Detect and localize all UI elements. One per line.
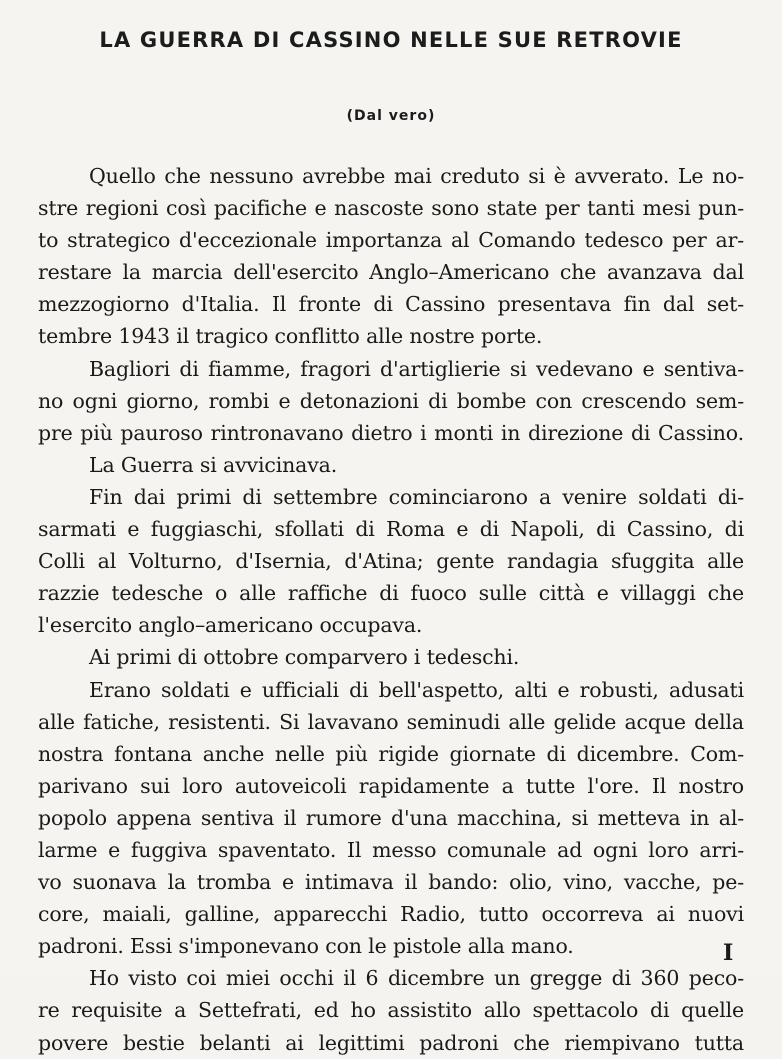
page-title: LA GUERRA DI CASSINO NELLE SUE RETROVIE — [99, 28, 683, 52]
text-line: Erano soldati e ufficiali di bell'aspetto, alti e robusti, adusati — [89, 677, 744, 702]
text-line: no ogni giorno, rombi e detonazioni di bombe con crescendo sem- — [38, 388, 744, 413]
text-line: popolo appena sentiva il rumore d'una macchina, si metteva in al- — [38, 805, 744, 830]
text-line: Fin dai primi di settembre cominciarono a venire soldati di- — [89, 484, 744, 509]
text-line: stre regioni così pacifiche e nascoste sono state per tanti mesi pun- — [38, 196, 744, 221]
text-line: padroni. Essi s'imponevano con le pistole alla mano. — [38, 934, 574, 959]
text-line: sarmati e fuggiaschi, sfollati di Roma e di Napoli, di Cassino, di — [38, 517, 744, 542]
text-line: Colli al Volturno, d'Isernia, d'Atina; gente randagia sfuggita alle — [38, 549, 744, 574]
text-line: parivano sui loro autoveicoli rapidamente a tutte l'ore. Il nostro — [38, 773, 744, 798]
text-line: Ho visto coi miei occhi il 6 dicembre un gregge di 360 peco- — [89, 966, 744, 991]
text-line: larme e fuggiva spaventato. Il messo comunale ad ogni loro arri- — [38, 837, 744, 862]
text-line: restare la marcia dell'esercito Anglo–Americano che avanzava dal — [38, 260, 744, 285]
page-number: I — [723, 940, 734, 966]
text-line: La Guerra si avvicinava. — [89, 452, 338, 477]
text-line: nostra fontana anche nelle più rigide giornate di dicembre. Com- — [38, 741, 744, 766]
body-text — [38, 160, 744, 1059]
text-line: mezzogiorno d'Italia. Il fronte di Cassino presentava fin dal set- — [38, 292, 744, 317]
text-line: l'esercito anglo–americano occupava. — [38, 613, 423, 638]
text-line: core, maiali, galline, apparecchi Radio, tutto occorreva ai nuovi — [38, 902, 744, 927]
page-subtitle: (Dal vero) — [346, 108, 436, 124]
text-line: vo suonava la tromba e intimava il bando: olio, vino, vacche, pe- — [38, 870, 744, 895]
text-line: povere bestie belanti ai legittimi padroni che riempivano tutta — [38, 1030, 744, 1055]
text-line: tembre 1943 il tragico conflitto alle nostre porte. — [38, 324, 543, 349]
text-line: Bagliori di fiamme, fragori d'artiglierie si vedevano e sentiva- — [89, 356, 744, 381]
text-line: Quello che nessuno avrebbe mai creduto si è avverato. Le no- — [89, 164, 744, 188]
text-line: alle fatiche, resistenti. Si lavavano seminudi alle gelide acque della — [38, 709, 744, 734]
text-line: to strategico d'eccezionale importanza al Comando tedesco per ar- — [38, 228, 744, 253]
text-line: Ai primi di ottobre comparvero i tedeschi. — [89, 645, 520, 670]
text-line: re requisite a Settefrati, ed ho assistito allo spettacolo di quelle — [38, 998, 744, 1023]
text-line: razzie tedesche o alle raffiche di fuoco sulle città e villaggi che — [38, 581, 744, 606]
text-line: pre più pauroso rintronavano dietro i monti in direzione di Cassino. — [38, 420, 744, 445]
